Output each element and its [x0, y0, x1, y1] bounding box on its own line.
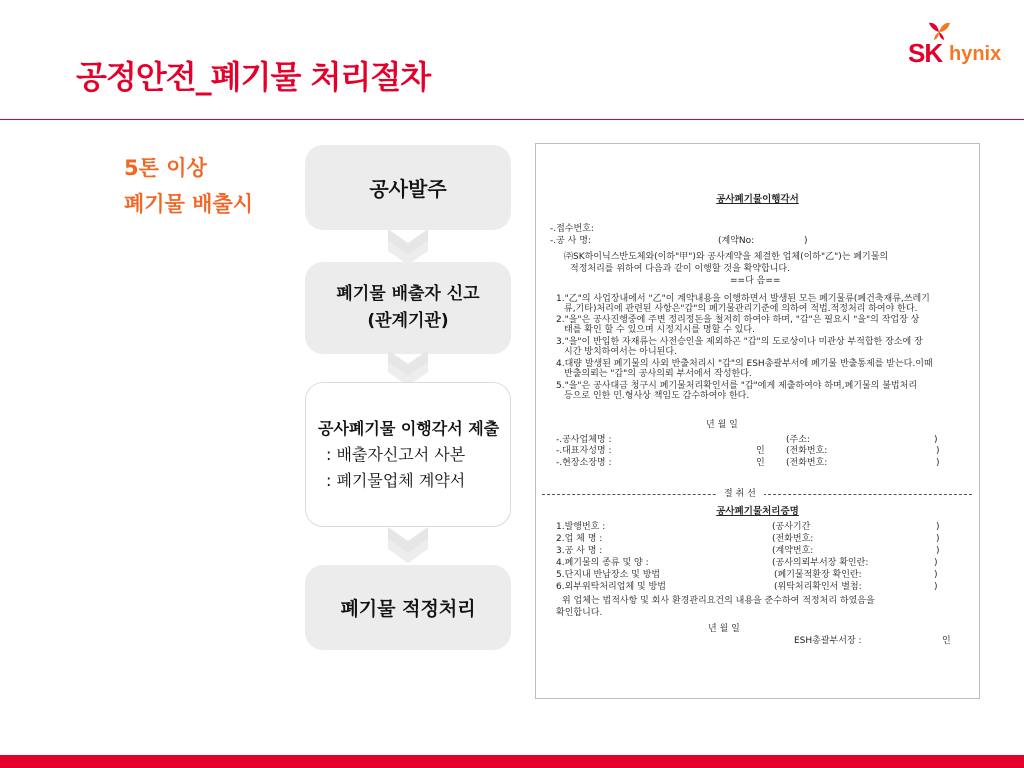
cut-line-label: 절 취 선 [716, 489, 764, 500]
doc-title: 공사폐기물이행각서 [716, 194, 799, 205]
doc-company-name: -.공사업체명 : [556, 435, 612, 445]
step3-title: 공사폐기물 이행각서 제출 [318, 418, 500, 438]
flow-arrow-down-icon [382, 348, 434, 386]
doc-ceo-seal: 인 [756, 446, 765, 456]
doc-outsourcing-cert-close: ) [934, 582, 938, 592]
step-waste-report [305, 262, 511, 354]
doc-ceo-phone: (전화번호: [786, 446, 828, 456]
doc-project-name: -.공 사 명: [550, 236, 591, 246]
title-divider [0, 119, 1024, 120]
step-commitment-submission [305, 382, 511, 527]
doc-item-5a: 5."을"은 공사대금 청구시 폐기물처리확인서를 "갑"에게 제출하여야 하며,폐기물의 불법처리 [556, 381, 918, 391]
doc-intro-3: ==다 음== [730, 276, 781, 286]
doc-site-manager-phone-close: ) [936, 458, 940, 468]
doc-signature-label: ESH총괄부서장 : [794, 636, 862, 646]
footer-bar [0, 755, 1024, 768]
logo-sk-text: SK [908, 38, 943, 68]
logo-hynix-text: hynix [949, 43, 1002, 65]
sk-hynix-logo [904, 20, 1014, 70]
doc-contract: (계약번호: [772, 546, 814, 556]
doc-item-5b: 등으로 인한 민.형사상 책임도 감수하여야 한다. [564, 391, 750, 401]
doc-confirm-1: 위 업체는 법적사항 및 회사 환경관리요건의 내용을 준수하여 적정처리 하였음을 [562, 596, 875, 606]
doc-contract-close: ) [936, 546, 940, 556]
commitment-document [535, 143, 980, 699]
doc-site-manager: -.현장소장명 : [556, 458, 612, 468]
doc-waste-type: 4.폐기물의 종류 및 양 : [556, 558, 649, 568]
doc-item-3b: 시간 방치하여서는 아니된다. [564, 347, 677, 357]
step1-label: 공사발주 [369, 177, 447, 201]
doc-contract-no: (계약No: [718, 236, 755, 246]
page-title: 공정안전_폐기물 처리절차 [76, 58, 431, 96]
doc-transfer-check-close: ) [934, 570, 938, 580]
doc-item-2a: 2."을"은 공사진행중에 주변 정리정돈을 철저히 하여야 하며, "갑"은 필요시 "을"의 작업장 상 [556, 315, 920, 325]
step3-sub1: : 배출자신고서 사본 [326, 444, 466, 464]
doc-outsourcing-cert: (위탁처리확인서 별첨: [774, 582, 862, 592]
doc-period-close: ) [936, 522, 940, 532]
doc-period: (공사기간 [772, 522, 811, 532]
doc-issue-no: 1.발행번호 : [556, 522, 606, 532]
condition-label-line2: 폐기물 배출시 [124, 192, 254, 216]
doc-item-4b: 반출의뢰는 "갑"의 공사의뢰 부서에서 작성한다. [564, 369, 752, 379]
condition-label-line1: 5톤 이상 [124, 156, 207, 180]
doc-item-1b: 류,기타)처리에 관련된 사항은"갑"의 폐기물관리기준에 의하여 적법.적정처리 하여야 한다. [564, 304, 918, 314]
doc-company: 2.업 체 명 : [556, 534, 603, 544]
doc-transfer-check: (폐기물적환장 확인란: [774, 570, 862, 580]
doc-receipt-no: -.접수번호: [550, 224, 594, 234]
doc-contract-no-close: ) [804, 236, 808, 246]
cut-line [542, 489, 972, 499]
step2-label-line1: 폐기물 배출자 신고 [336, 284, 480, 304]
doc-company-phone: (전화번호: [772, 534, 814, 544]
step4-label: 폐기물 적정처리 [340, 598, 476, 620]
flow-arrow-down-icon [382, 525, 434, 563]
doc-company-address-close: ) [934, 435, 938, 445]
doc-signature-seal: 인 [942, 636, 951, 646]
doc-confirm-2: 확인합니다. [556, 608, 603, 618]
step-proper-disposal [305, 565, 511, 650]
doc-company-phone-close: ) [936, 534, 940, 544]
doc-ceo-name: -.대표자성명 : [556, 446, 612, 456]
doc-outsourcing: 6.외부위탁처리업체 및 방법 [556, 582, 666, 592]
doc-certificate-title: 공사폐기물처리증명 [716, 506, 799, 517]
doc-item-1a: 1."乙"의 사업장내에서 "乙"이 계약내용을 이행하면서 발생된 모든 폐기물류(폐건축재류,쓰레기 [556, 294, 930, 304]
doc-item-4a: 4.대량 발생된 폐기물의 사외 반출처리시 "갑"의 ESH총괄부서에 폐기물 반출통제를 받는다.이때 [556, 359, 933, 369]
doc-intro-1: ㈜SK하이닉스반도체와(이하"甲")와 공사계약을 체결한 업체(이하"乙")는 폐기물의 [564, 252, 889, 262]
doc-item-2b: 태를 확인 할 수 있으며 시정지시를 명할 수 있다. [564, 325, 755, 335]
step-construction-order [305, 145, 511, 230]
flow-arrow-down-icon [382, 227, 434, 265]
step3-sub2: : 폐기물업체 계약서 [326, 470, 466, 490]
doc-intro-2: 적정처리를 위하여 다음과 같이 이행할 것을 확약합니다. [570, 264, 790, 274]
doc-date-2: 년 월 일 [708, 624, 740, 634]
doc-item-3a: 3."을"이 반입한 자재류는 사전승인을 제외하곤 "갑"의 도로상이나 미관상 부적합한 장소에 장 [556, 337, 923, 347]
step2-label-line2: (관계기관) [367, 311, 449, 331]
doc-ceo-phone-close: ) [936, 446, 940, 456]
doc-date-1: 년 월 일 [706, 420, 738, 430]
doc-company-address: (주소: [786, 435, 810, 445]
doc-site-manager-seal: 인 [756, 458, 765, 468]
doc-return-place: 5.단지내 반납장소 및 방법 [556, 570, 661, 580]
doc-project: 3.공 사 명 : [556, 546, 603, 556]
doc-dept-check-close: ) [934, 558, 938, 568]
doc-dept-check: (공사의뢰부서장 확인란: [772, 558, 869, 568]
doc-site-manager-phone: (전화번호: [786, 458, 828, 468]
